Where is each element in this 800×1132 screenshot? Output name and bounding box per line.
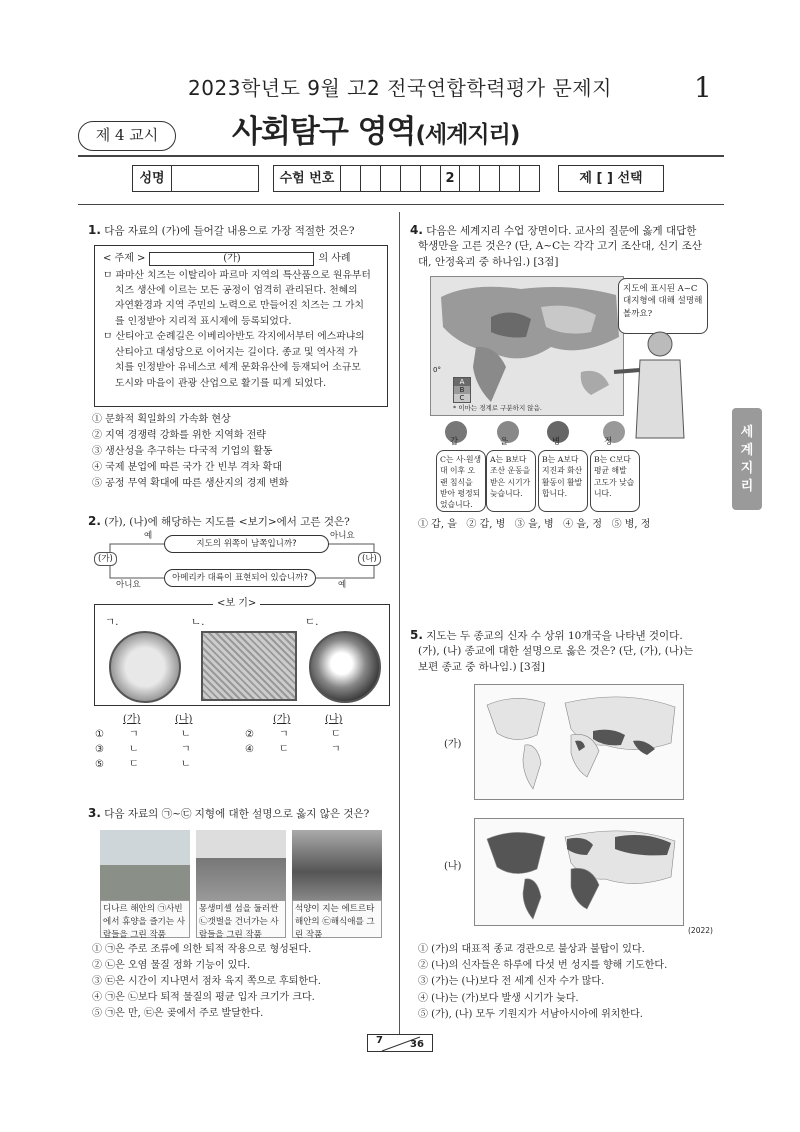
exam-no-digit[interactable]	[459, 166, 479, 191]
q5-option[interactable]: ① (가)의 대표적 종교 경관으로 불상과 불탑이 있다.	[418, 944, 645, 955]
q4-line-2: 학생만을 고른 것은? (단, A~C는 각각 고기 조산대, 신기 조산	[418, 240, 702, 253]
exam-no-grid[interactable]	[340, 165, 540, 192]
q1-box-line: 치즈 생산에 이르는 모든 공정이 엄격히 관리된다. 천혜의	[115, 284, 358, 296]
q2-answer-cell: ②	[245, 729, 254, 740]
q2-answer-cell: ㄴ	[129, 744, 139, 755]
q1-box-line: 도시와 마을이 관광 산업으로 활기를 띠게 되었다.	[115, 377, 327, 389]
q1-box-line: ㅁ 파마산 치즈는 이탈리아 파르마 지역의 특산품으로 원유부터	[103, 269, 371, 281]
q2-answer-cell: ㄷ	[279, 744, 289, 755]
name-field[interactable]	[171, 165, 259, 192]
selection-label[interactable]: 제 [ ] 선택	[558, 165, 664, 192]
exam-no-digit[interactable]: 2	[440, 166, 460, 191]
q3-option[interactable]: ③ ㉢은 시간이 지나면서 점차 육지 쪽으로 후퇴한다.	[92, 976, 321, 987]
students-figures	[436, 418, 646, 454]
q5-label-ga: (가)	[444, 739, 462, 750]
ancient-map-a	[109, 631, 181, 703]
q1-source-box	[94, 245, 388, 407]
exam-no-digit[interactable]	[499, 166, 519, 191]
flow-yes-2: 예	[338, 580, 347, 590]
flow-ga: (가)	[94, 552, 117, 566]
q2-table-header: (나)	[175, 714, 193, 725]
q1-topic-suffix: 의 사례	[318, 253, 351, 264]
q5-map-na-shapes	[475, 819, 684, 926]
exam-no-digit[interactable]	[380, 166, 400, 191]
session-badge: 제 4 교시	[78, 121, 176, 151]
exam-title: 2023학년도 9월 고2 전국연합학력평가 문제지	[188, 76, 612, 100]
q5-option[interactable]: ④ (나)는 (가)보다 발생 시기가 늦다.	[418, 992, 579, 1004]
footer-page: 7	[376, 1035, 383, 1046]
exam-no-digit[interactable]	[420, 166, 440, 191]
q1-option[interactable]: ③ 생산성을 추구하는 다국적 기업의 활동	[92, 446, 273, 457]
q2-answer-cell: ⑤	[95, 759, 104, 770]
q5-map-ga-shapes	[475, 685, 684, 800]
exam-no-digit[interactable]	[360, 166, 380, 191]
q1-option[interactable]: ④ 국제 분업에 따른 국가 간 빈부 격차 확대	[92, 462, 282, 473]
info-divider	[78, 204, 724, 205]
student-answer-bubble: A는 B보다 조산 운동을 받은 시기가 늦습니다.	[486, 450, 536, 512]
subject-side-tab	[732, 408, 762, 510]
caption-3: 석양이 지는 에트르타 해안의 ㉢해식애를 그린 작품	[292, 900, 382, 938]
student-answer-bubble: B는 C보다 평균 해발 고도가 낮습니다.	[590, 450, 640, 512]
q1-box-line: 산티아고 대성당으로 이어지는 길이다. 종교 및 역사적 가	[115, 346, 358, 358]
q1-option[interactable]: ⑤ 공정 무역 확대에 따른 생산지의 경제 변화	[92, 478, 289, 489]
name-label: 성명	[132, 165, 172, 192]
painting-3	[292, 830, 382, 900]
student-name: 을	[500, 437, 509, 447]
exam-no-digit[interactable]	[519, 166, 539, 191]
ancient-map-b	[201, 631, 297, 701]
q2-answer-cell: ㄷ	[129, 759, 139, 770]
q1-box-line: 치를 인정받아 유네스코 세계 문화유산에 등재되어 소규모	[115, 362, 361, 374]
q2-number: 2.	[88, 514, 101, 528]
q1-box-line: 를 인정받아 지리적 표시제에 등록되었다.	[115, 315, 292, 327]
q4-map-note: * 이마는 경계로 구분하지 않음.	[453, 404, 542, 412]
subject-title	[232, 110, 519, 155]
footer-total: 36	[410, 1039, 424, 1050]
q3-stem	[88, 805, 369, 822]
q1-number: 1.	[88, 223, 101, 237]
q4-line-1: 다음은 세계지리 수업 장면이다. 교사의 질문에 옳게 대답한	[426, 225, 697, 237]
q3-number: 3.	[88, 806, 101, 820]
q2-table-header: (가)	[273, 714, 291, 725]
footer-page-box	[367, 1034, 433, 1052]
q1-box-line: ㅁ 산티아고 순례길은 이베리아반도 각지에서부터 에스파냐의	[103, 331, 365, 343]
q4-world-map	[430, 276, 624, 416]
q5-line-2: (가), (나) 종교에 대한 설명으로 옳은 것은? (단, (가), (나)는	[418, 645, 694, 658]
subject-sub: (세계지리)	[415, 122, 520, 148]
q5-option[interactable]: ③ (가)는 (나)보다 전 세계 신자 수가 많다.	[418, 976, 605, 988]
q2-answer-cell: ㄱ	[181, 744, 191, 755]
student-name: 정	[604, 437, 613, 447]
q2-flowchart	[94, 530, 390, 590]
q3-option[interactable]: ④ ㉠은 ㉡보다 퇴적 물질의 평균 입자 크기가 크다.	[92, 992, 315, 1003]
page-number: 1	[694, 71, 712, 104]
student-answer-bubble: C는 사·원생대 이후 오랜 침식을 받아 평정되었습니다.	[436, 450, 486, 512]
ancient-map-c	[309, 631, 381, 703]
flow-question-2: 아메리카 대륙이 표현되어 있습니까?	[164, 569, 316, 587]
column-divider	[399, 212, 400, 1034]
q2-text: (가), (나)에 해당하는 지도를 <보기>에서 고른 것은?	[104, 516, 350, 528]
bogi-label-a: ㄱ.	[105, 616, 119, 628]
header-divider	[78, 155, 724, 157]
q3-option[interactable]: ⑤ ㉠은 만, ㉢은 곶에서 주로 발달한다.	[92, 1008, 264, 1019]
q2-answer-cell: ㄴ	[181, 759, 191, 770]
caption-1: 디나르 해안의 ㉠사빈에서 휴양을 즐기는 사람들을 그린 작품	[100, 900, 190, 938]
bogi-title: <보 기>	[213, 597, 260, 612]
q2-answer-cell: ㄷ	[331, 729, 341, 740]
student-name: 갑	[450, 437, 459, 447]
q1-option[interactable]: ① 문화적 획일화의 가속화 현상	[92, 414, 231, 425]
exam-no-digit[interactable]	[341, 166, 360, 191]
subject-name: 사회탐구 영역	[232, 114, 416, 150]
q4-line-3: 대, 안정육괴 중 하나임.) [3점]	[418, 255, 559, 268]
q3-text: 다음 자료의 ㉠~㉢ 지형에 대한 설명으로 옳지 않은 것은?	[104, 808, 370, 820]
q5-map-na	[474, 818, 684, 926]
q5-label-na: (나)	[444, 861, 462, 872]
legend-c: C	[454, 394, 470, 402]
caption-2: 몽생미셸 섬을 둘러싼 ㉡갯벌을 건너가는 사람들을 그린 작품	[196, 900, 286, 938]
exam-no-digit[interactable]	[479, 166, 499, 191]
q1-stem	[88, 222, 354, 239]
q5-map-ga	[474, 684, 684, 800]
side-tab-text: 세 계 지 리	[740, 425, 754, 494]
flow-yes: 예	[144, 531, 153, 541]
bogi-label-b: ㄴ.	[191, 616, 205, 628]
q3-option[interactable]: ② ㉡은 오염 물질 정화 기능이 있다.	[92, 960, 251, 971]
q5-stem	[410, 627, 724, 675]
exam-no-label: 수험 번호	[273, 165, 341, 192]
legend-a: A	[454, 378, 470, 386]
q5-option[interactable]: ⑤ (가), (나) 모두 기원지가 서남아시아에 위치한다.	[418, 1008, 643, 1020]
flow-question-1: 지도의 위쪽이 남쪽입니까?	[164, 535, 329, 553]
q1-box-line: 자연환경과 지역 주민의 노력으로 만들어진 치즈는 그 가치	[115, 300, 364, 312]
q2-answer-cell: ㄴ	[181, 729, 191, 740]
q3-option[interactable]: ① ㉠은 주로 조류에 의한 퇴적 작용으로 형성된다.	[92, 944, 312, 955]
q2-answer-cell: ①	[95, 729, 104, 740]
q1-topic-blank: (가)	[149, 252, 314, 266]
q5-line-3: 보편 종교 중 하나임.) [3점]	[418, 660, 545, 673]
exam-no-digit[interactable]	[400, 166, 420, 191]
teacher-speech-bubble: 지도에 표시된 A~C 대지형에 대해 설명해 볼까요?	[618, 278, 708, 334]
q1-option[interactable]: ② 지역 경쟁력 강화를 위한 지역화 전략	[92, 430, 266, 441]
q2-stem	[88, 513, 350, 530]
q2-answer-cell: ㄱ	[129, 729, 139, 740]
q2-table-header: (가)	[123, 714, 141, 725]
q1-text: 다음 자료의 (가)에 들어갈 내용으로 가장 적절한 것은?	[104, 225, 355, 237]
q5-number: 5.	[410, 628, 423, 642]
student-answer-bubble: B는 A보다 지진과 화산 활동이 활발합니다.	[538, 450, 588, 512]
painting-2	[196, 830, 286, 900]
q4-map-legend	[453, 377, 471, 403]
q2-table-header: (나)	[325, 714, 343, 725]
q2-bogi-box	[94, 598, 390, 706]
q4-number: 4.	[410, 223, 423, 237]
q2-answer-cell: ㄱ	[331, 744, 341, 755]
q1-topic-prefix: < 주제 >	[103, 253, 146, 264]
q2-answer-cell: ④	[245, 744, 254, 755]
q2-answer-cell: ㄱ	[279, 729, 289, 740]
student-name: 병	[552, 437, 561, 447]
flow-no: 아니요	[330, 531, 355, 541]
flow-na: (나)	[358, 552, 381, 566]
q4-map-lat: 0°	[433, 366, 441, 374]
flow-no-2: 아니요	[116, 580, 141, 590]
painting-1	[100, 830, 190, 900]
q5-line-1: 지도는 두 종교의 신자 수 상위 10개국을 나타낸 것이다.	[426, 630, 683, 642]
legend-b: B	[454, 386, 470, 394]
q5-year: (2022)	[688, 926, 713, 935]
q4-options: ① 갑, 을 ② 갑, 병 ③ 을, 병 ④ 을, 정 ⑤ 병, 정	[418, 519, 651, 530]
q5-option[interactable]: ② (나)의 신자들은 하루에 다섯 번 성지를 향해 기도한다.	[418, 960, 668, 972]
q2-answer-cell: ③	[95, 744, 104, 755]
bogi-label-c: ㄷ.	[305, 616, 319, 628]
q4-stem	[410, 222, 724, 270]
